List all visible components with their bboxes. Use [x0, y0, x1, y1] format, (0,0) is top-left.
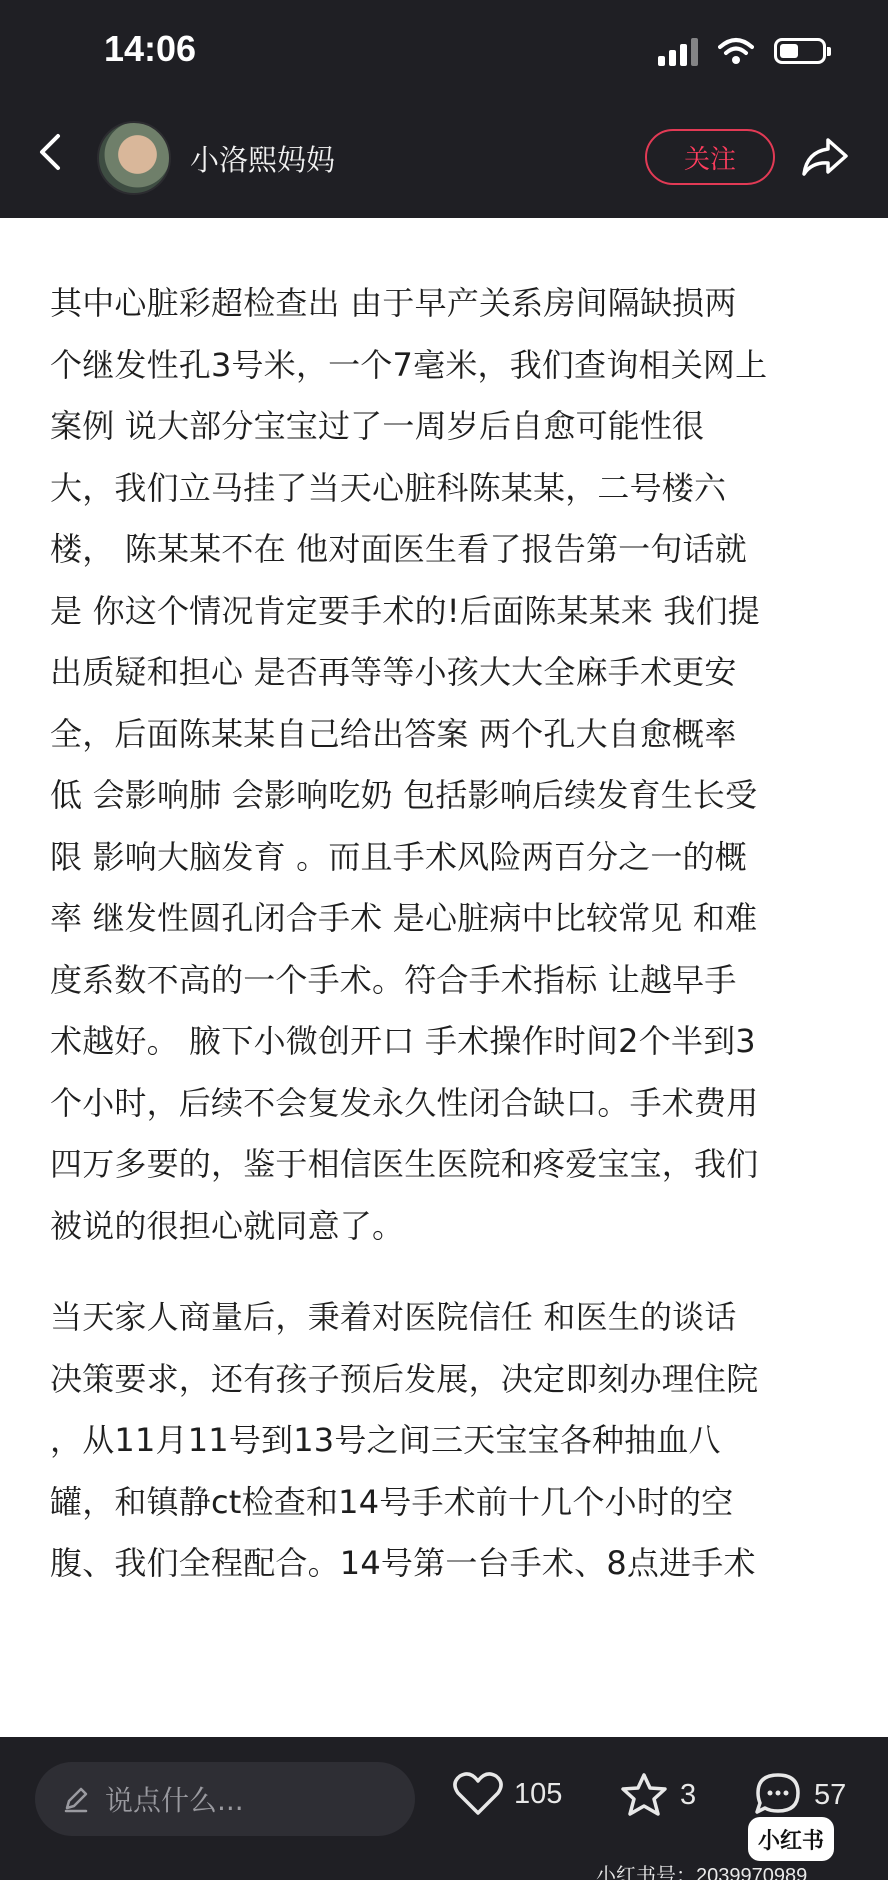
top-bar: [0, 0, 888, 218]
collect-button[interactable]: [618, 1771, 696, 1819]
watermark-logo: 小红书: [748, 1817, 834, 1861]
battery-icon: [774, 38, 826, 64]
wifi-icon: [718, 37, 754, 65]
status-icons: [658, 36, 826, 66]
pen-icon: [61, 1784, 91, 1814]
like-count: 105: [514, 1777, 563, 1810]
star-icon: [618, 1771, 670, 1819]
signal-icon: [658, 36, 698, 66]
comment-count: 57: [814, 1778, 847, 1811]
comment-placeholder: 说点什么...: [105, 1784, 244, 1817]
avatar[interactable]: [97, 121, 171, 195]
comment-icon: [752, 1771, 804, 1819]
post-paragraph: 当天家人商量后，秉着对医院信任 和医生的谈话 决策要求，还有孩子预后发展，决定即刻办理住院 ，从11月11号到13号之间三天宝宝各种抽血八 罐，和镇静ct检查和14号手术前十几个小时的空 腹、我们全程配合。14号第一台手术、8点进手术: [50, 1298, 759, 1582]
status-time: 14:06: [104, 28, 197, 69]
back-icon[interactable]: [30, 130, 74, 174]
comment-input[interactable]: [35, 1762, 415, 1836]
watermark-id: 小红书号：2039970989: [596, 1865, 808, 1887]
heart-icon: [452, 1771, 504, 1817]
comment-button[interactable]: [752, 1771, 846, 1819]
star-count: 3: [680, 1778, 697, 1811]
post-content: [50, 273, 845, 1595]
author-name[interactable]: 小洛熙妈妈: [190, 143, 336, 177]
like-button[interactable]: [452, 1771, 562, 1817]
post-paragraph: 其中心脏彩超检查出 由于早产关系房间隔缺损两 个继发性孔3号米，一个7毫米，我们查询相关网上 案例 说大部分宝宝过了一周岁后自愈可能性很 大，我们立马挂了当天心脏科陈某某，二号楼六 楼， 陈某某不在 他对面医生看了报告第一句话就 是 你这个情况肯定要手术的!后面陈某某来 我们提 出质疑和担心 是否再等等小孩大大全麻手术更安 全，后面陈某某自己给出答案 两个孔大自愈概率 低 会影响肺 会影响吃奶 包括影响后续发育生长受 限 影响大脑发育 。而且手术风险两百分之一的概 率 继发性圆孔闭合手术 是心脏病中比较常见 和难 度系数不高的一个手术。符合手术指标 让越早手 术越好。 腋下小微创开口 手术操作时间2个半到3 个小时，后续不会复发永久性闭合缺口。手术费用 四万多要的，鉴于相信医生医院和疼爱宝宝，我们 被说的很担心就同意了。: [50, 284, 768, 1245]
follow-button[interactable]: 关注: [645, 129, 775, 185]
bottom-bar: [0, 1737, 888, 1887]
share-icon[interactable]: [800, 134, 850, 180]
